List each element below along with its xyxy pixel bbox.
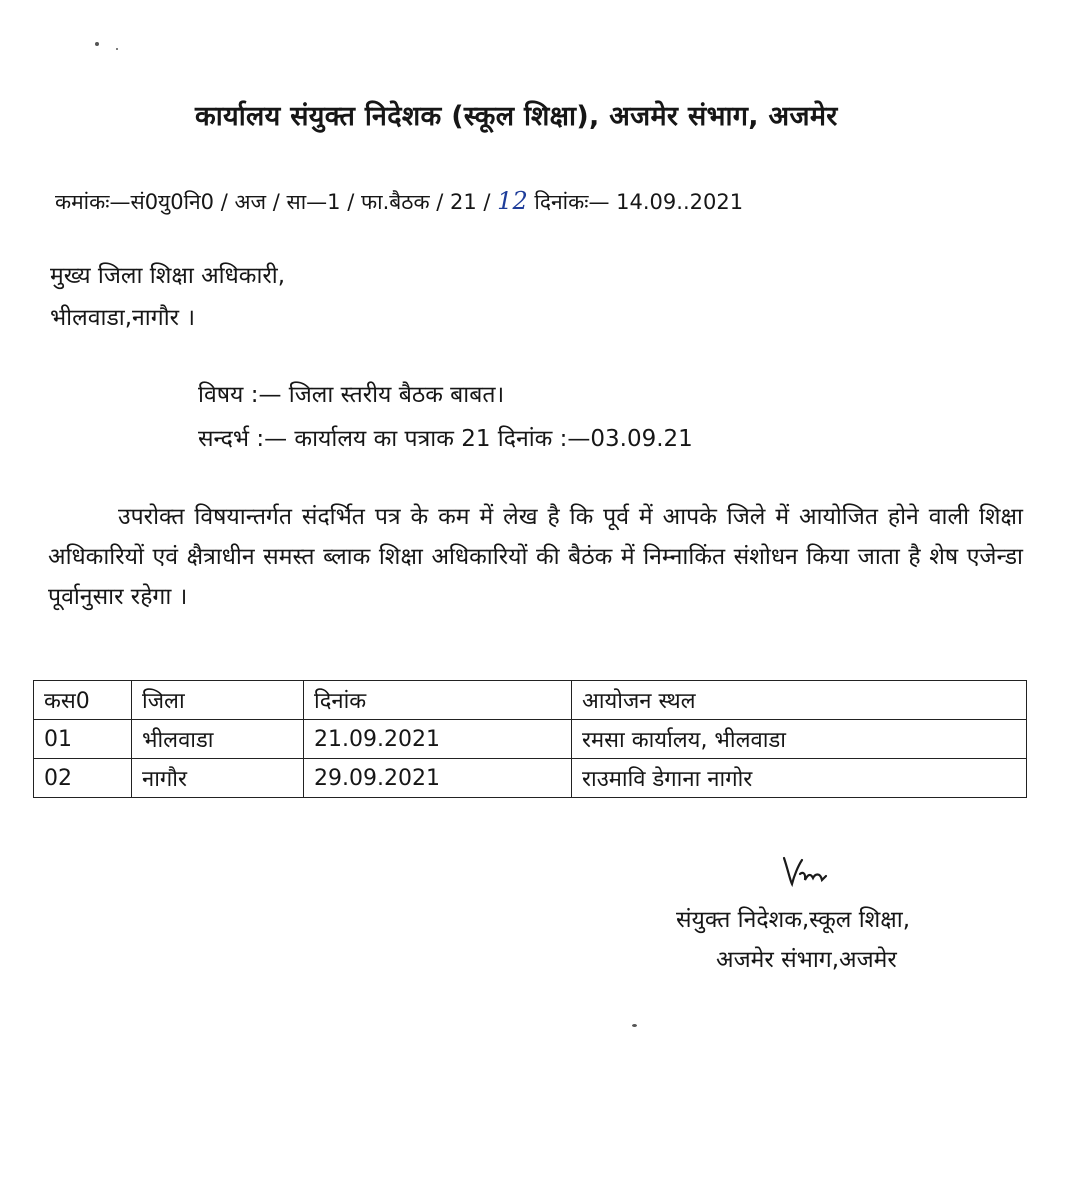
signatory-designation: संयुक्त निदेशक,स्कूल शिक्षा, <box>676 907 911 933</box>
cell-serial: 01 <box>34 720 132 759</box>
header-venue: आयोजन स्थल <box>572 681 1027 720</box>
table-row <box>34 720 1027 759</box>
scan-speck <box>95 42 99 46</box>
signatory-office: अजमेर संभाग,अजमेर <box>716 947 897 973</box>
cell-date: 29.09.2021 <box>304 759 572 798</box>
scan-speck <box>632 1024 637 1027</box>
table-row <box>34 759 1027 798</box>
addressee-line-1: मुख्य जिला शिक्षा अधिकारी, <box>50 263 286 289</box>
cell-district: नागौर <box>132 759 304 798</box>
reference-subject-line: सन्दर्भ :— कार्यालय का पत्राक 21 दिनांक :—03.09.21 <box>198 426 693 452</box>
header-date: दिनांक <box>304 681 572 720</box>
table-header-row <box>34 681 1027 720</box>
cell-district: भीलवाडा <box>132 720 304 759</box>
cell-serial: 02 <box>34 759 132 798</box>
handwritten-number: 12 <box>497 187 528 215</box>
subject-line: विषय :— जिला स्तरीय बैठक बाबत। <box>198 382 505 408</box>
office-heading: कार्यालय संयुक्त निदेशक (स्कूल शिक्षा), अजमेर संभाग, अजमेर <box>195 101 838 132</box>
reference-line <box>55 187 1015 216</box>
cell-venue: रमसा कार्यालय, भीलवाडा <box>572 720 1027 759</box>
handwritten-signature <box>780 850 840 895</box>
reference-number: कमांकः—सं0यु0नि0 / अज / सा—1 / फा.बैठक / 21 / <box>55 190 491 214</box>
date-label: दिनांकः— <box>534 190 610 214</box>
meeting-schedule-table <box>33 680 1027 798</box>
scan-speck <box>116 48 118 50</box>
addressee-line-2: भीलवाडा,नागौर । <box>50 305 196 331</box>
cell-date: 21.09.2021 <box>304 720 572 759</box>
cell-venue: राउमावि डेगाना नागोर <box>572 759 1027 798</box>
header-district: जिला <box>132 681 304 720</box>
body-paragraph: उपरोक्त विषयान्तर्गत संदर्भित पत्र के कम में लेख है कि पूर्व में आपके जिले में आयोजित होने वाली शिक्षा अधिकारियों एवं क्षैत्राधीन समस्त ब्लाक शिक्षा अधिकारियों की बैठंक में निम्नाकिंत संशोधन किया जाता है शेष एजेन्डा पूर्वानुसार रहेगा । <box>48 504 1023 610</box>
header-serial: कस0 <box>34 681 132 720</box>
letter-date: 14.09..2021 <box>616 190 744 214</box>
